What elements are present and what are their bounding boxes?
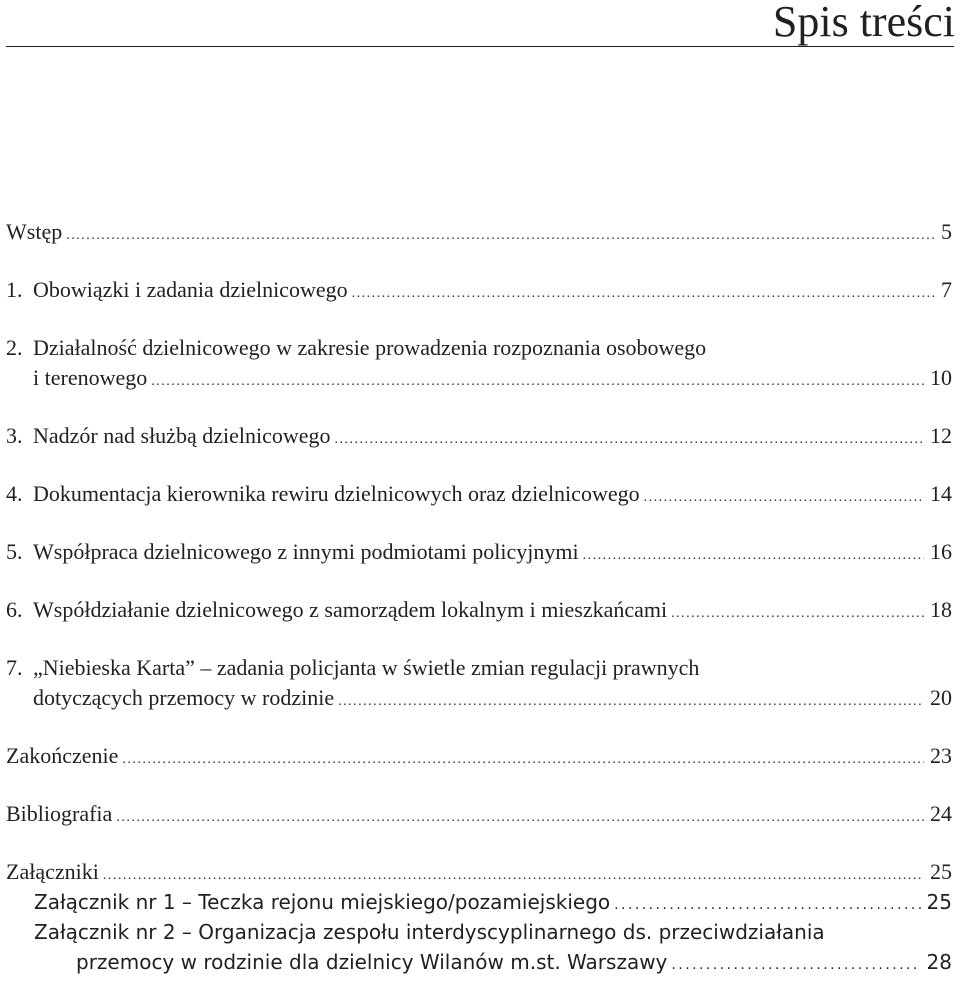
toc-entry-bibliography[interactable] xyxy=(6,799,952,829)
dot-leader xyxy=(116,803,924,833)
toc-page-number: 16 xyxy=(930,539,952,564)
toc-entry-number: 3. xyxy=(6,423,23,448)
dot-leader xyxy=(338,687,924,717)
dot-leader xyxy=(583,541,924,571)
toc-entry-number: 6. xyxy=(6,597,23,622)
toc-page-number: 5 xyxy=(941,219,952,244)
toc-entry-title: Działalność dzielnicowego w zakresie prowadzenia rozpoznania osobowego xyxy=(33,335,707,360)
toc-entry-number: 5. xyxy=(6,539,23,564)
dot-leader xyxy=(614,890,920,920)
toc-entry-title: Współpraca dzielnicowego z innymi podmiotami policyjnymi xyxy=(33,539,579,564)
dot-leader xyxy=(671,599,924,629)
toc-entry-title: Obowiązki i zadania dzielnicowego xyxy=(33,277,348,302)
toc-entry-title: Wstęp xyxy=(6,219,63,244)
toc-entry-title: Dokumentacja kierownika rewiru dzielnicowych oraz dzielnicowego xyxy=(33,481,640,506)
toc-entry-title-continuation: i terenowego xyxy=(33,365,148,390)
toc-entry-appendix-2[interactable] xyxy=(6,917,952,947)
toc-page-number: 25 xyxy=(930,859,952,884)
toc-entry-title: „Niebieska Karta” – zadania policjanta w świetle zmian regulacji prawnych xyxy=(33,655,700,680)
toc-entry-number: 2. xyxy=(6,335,23,360)
dot-leader xyxy=(122,745,924,775)
toc-entry-5[interactable] xyxy=(6,537,952,567)
toc-entry-6[interactable] xyxy=(6,595,952,625)
toc-page-number: 20 xyxy=(930,685,952,710)
title-divider xyxy=(6,46,954,47)
dot-leader xyxy=(644,483,924,513)
toc-entry-title: Załącznik nr 2 – Organizacja zespołu interdyscyplinarnego ds. przeciwdziałania xyxy=(34,920,825,944)
dot-leader xyxy=(151,367,924,397)
toc-entry-1[interactable] xyxy=(6,275,952,305)
toc-entry-title: Załączniki xyxy=(6,859,99,884)
toc-entry-7-continuation[interactable] xyxy=(6,683,952,713)
toc-page-number: 7 xyxy=(941,277,952,302)
toc-page-number: 23 xyxy=(930,743,952,768)
toc-entry-appendices[interactable] xyxy=(6,857,952,887)
dot-leader xyxy=(352,279,935,309)
toc-entry-number: 1. xyxy=(6,277,23,302)
dot-leader xyxy=(335,425,925,455)
toc-entry-intro[interactable] xyxy=(6,217,952,247)
toc-entry-title: Współdziałanie dzielnicowego z samorządem lokalnym i mieszkańcami xyxy=(33,597,668,622)
toc-entry-conclusion[interactable] xyxy=(6,741,952,771)
toc-entry-3[interactable] xyxy=(6,421,952,451)
toc-page-number: 28 xyxy=(926,950,952,974)
toc-entry-title: Zakończenie xyxy=(6,743,119,768)
toc-entry-2-continuation[interactable] xyxy=(6,363,952,393)
page-title: Spis treści xyxy=(772,0,955,46)
toc-page-number: 24 xyxy=(930,801,952,826)
dot-leader xyxy=(671,950,920,980)
toc-entry-title: Bibliografia xyxy=(6,801,113,826)
toc-entry-appendix-2-continuation[interactable] xyxy=(6,947,952,977)
toc-entry-appendix-1[interactable] xyxy=(6,887,952,917)
toc-page-number: 14 xyxy=(930,481,952,506)
toc-entry-2[interactable] xyxy=(6,333,952,363)
dot-leader xyxy=(66,221,935,251)
toc-entry-title-continuation: przemocy w rodzinie dla dzielnicy Wilanów m.st. Warszawy xyxy=(76,950,668,974)
toc-page-number: 10 xyxy=(930,365,952,390)
toc-entry-number: 7. xyxy=(6,655,23,680)
toc-page-number: 18 xyxy=(930,597,952,622)
toc-entry-number: 4. xyxy=(6,481,23,506)
table-of-contents xyxy=(6,217,952,977)
toc-entry-4[interactable] xyxy=(6,479,952,509)
toc-entry-title: Załącznik nr 1 – Teczka rejonu miejskiego/pozamiejskiego xyxy=(34,890,611,914)
toc-entry-title: Nadzór nad służbą dzielnicowego xyxy=(33,423,331,448)
toc-entry-7[interactable] xyxy=(6,653,952,683)
toc-entry-title-continuation: dotyczących przemocy w rodzinie xyxy=(33,685,335,710)
toc-page-number: 25 xyxy=(926,890,952,914)
toc-page-number: 12 xyxy=(930,423,952,448)
